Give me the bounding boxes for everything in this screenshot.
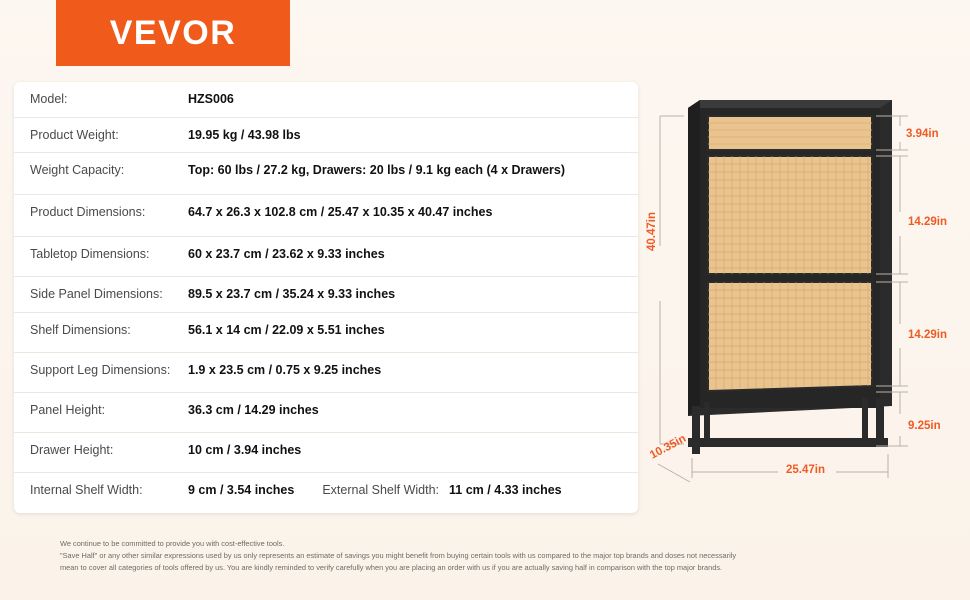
- dimension-leg-height: 9.25in: [908, 420, 941, 432]
- spec-value: Top: 60 lbs / 27.2 kg, Drawers: 20 lbs / 9.1 kg each (4 x Drawers): [188, 163, 566, 178]
- table-row: [14, 153, 638, 195]
- dimension-panel-height-lower: 14.29in: [908, 329, 947, 341]
- spec-label: Drawer Height:: [30, 442, 114, 457]
- spec-value: 56.1 x 14 cm / 22.09 x 5.51 inches: [188, 322, 385, 337]
- spec-label: Shelf Dimensions:: [30, 322, 131, 337]
- dimension-depth: 10.35in: [648, 432, 689, 462]
- internal-shelf-width-value: 9 cm / 3.54 inches: [188, 482, 295, 497]
- table-row: [14, 393, 638, 433]
- dimension-total-height: 40.47in: [646, 212, 658, 251]
- spec-label: Support Leg Dimensions:: [30, 362, 171, 377]
- spec-value: 19.95 kg / 43.98 lbs: [188, 127, 301, 142]
- spec-label: Product Dimensions:: [30, 205, 146, 220]
- dimension-panel-height-upper: 14.29in: [908, 216, 947, 228]
- spec-value: 64.7 x 26.3 x 102.8 cm / 25.47 x 10.35 x 40.47 inches: [188, 205, 493, 220]
- spec-label: Internal Shelf Width:: [30, 482, 143, 497]
- logo-text: VEVOR: [109, 13, 237, 52]
- spec-label: Panel Height:: [30, 402, 106, 417]
- disclaimer-line-3: mean to cover all categories of tools offered by us. You are kindly reminded to verify carefully when you are placing an order with us if you are actually saving half in comparison with the top major brands.: [60, 563, 723, 573]
- spec-value: [188, 473, 638, 508]
- spec-value: HZS006: [188, 92, 234, 106]
- table-row: [14, 237, 638, 277]
- vevor-logo: [56, 0, 290, 66]
- disclaimer: [60, 538, 932, 575]
- dimension-width: 25.47in: [786, 464, 825, 476]
- dimension-drawer-height: 3.94in: [906, 128, 939, 140]
- specification-table: [14, 82, 638, 513]
- spec-label: Weight Capacity:: [30, 163, 125, 178]
- external-shelf-width-value: 11 cm / 4.33 inches: [449, 482, 562, 497]
- product-image-with-dimensions: [640, 86, 962, 506]
- spec-label: Model:: [30, 92, 68, 106]
- disclaimer-line-2: "Save Half" or any other similar expressions used by us only represents an estimate of savings you might benefit from buying certain tools with us compared to the major top brands and doses not necessarily: [60, 551, 737, 561]
- table-row: [14, 195, 638, 237]
- table-row: [14, 118, 638, 154]
- spec-label: Product Weight:: [30, 127, 119, 142]
- spec-value: 89.5 x 23.7 cm / 35.24 x 9.33 inches: [188, 287, 396, 302]
- disclaimer-line-1: We continue to be committed to provide you with cost-effective tools.: [60, 539, 285, 548]
- spec-value: 60 x 23.7 cm / 23.62 x 9.33 inches: [188, 247, 385, 262]
- spec-value: 36.3 cm / 14.29 inches: [188, 402, 319, 417]
- spec-value: 10 cm / 3.94 inches: [188, 442, 302, 457]
- external-shelf-width-label: External Shelf Width:: [322, 482, 440, 497]
- spec-label: Side Panel Dimensions:: [30, 287, 163, 302]
- table-row: [14, 82, 638, 118]
- spec-label: Tabletop Dimensions:: [30, 247, 150, 262]
- table-row: [14, 277, 638, 313]
- table-row: [14, 313, 638, 353]
- spec-value: 1.9 x 23.5 cm / 0.75 x 9.25 inches: [188, 362, 382, 377]
- table-row: [14, 353, 638, 393]
- table-row: [14, 473, 638, 513]
- table-row: [14, 433, 638, 473]
